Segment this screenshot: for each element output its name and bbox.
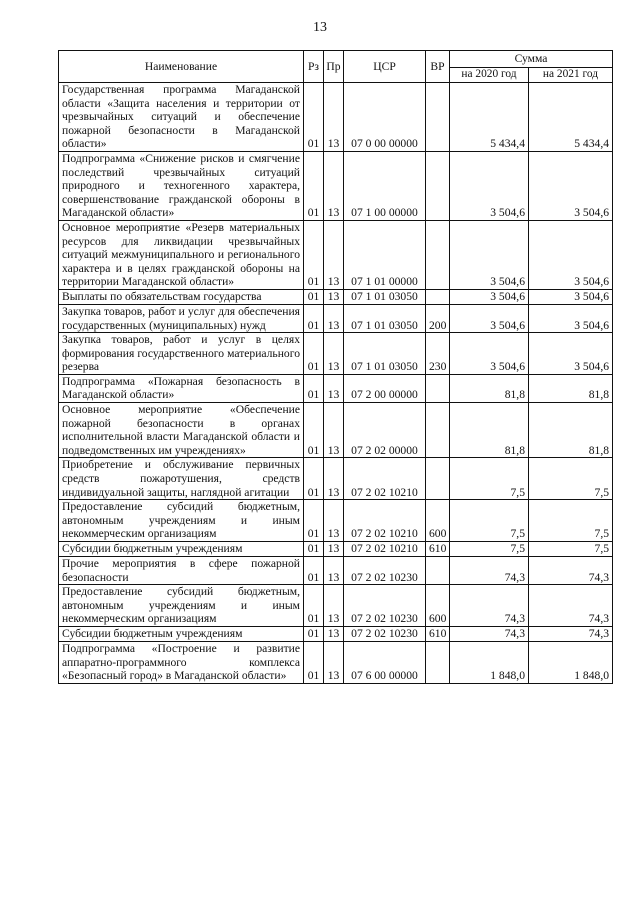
row-rz: 01 — [304, 585, 324, 627]
row-name: Подпрограмма «Снижение рисков и смягчение последствий чрезвычайных ситуаций природного и техногенного характера, совершенствование гражданской обороны в Магаданской области» — [59, 151, 304, 220]
row-csr: 07 1 01 03050 — [344, 333, 426, 375]
table-body — [59, 83, 613, 684]
row-pr: 13 — [324, 542, 344, 557]
row-sum-2021: 3 504,6 — [529, 333, 613, 375]
header-rz: Рз — [304, 51, 324, 83]
row-sum-2020: 7,5 — [450, 458, 529, 500]
row-sum-2021: 81,8 — [529, 374, 613, 402]
table-row — [59, 304, 613, 332]
row-vr — [426, 641, 450, 683]
row-rz: 01 — [304, 403, 324, 458]
table-row — [59, 289, 613, 304]
row-sum-2020: 3 504,6 — [450, 289, 529, 304]
row-csr: 07 2 00 00000 — [344, 374, 426, 402]
row-sum-2020: 74,3 — [450, 557, 529, 585]
row-sum-2021: 5 434,4 — [529, 83, 613, 152]
table-row — [59, 641, 613, 683]
row-sum-2021: 3 504,6 — [529, 220, 613, 289]
row-pr: 13 — [324, 458, 344, 500]
row-vr — [426, 83, 450, 152]
row-sum-2020: 7,5 — [450, 542, 529, 557]
row-rz: 01 — [304, 557, 324, 585]
row-name: Предоставление субсидий бюджетным, автономным учреждениям и иным некоммерческим организациям — [59, 585, 304, 627]
row-name: Подпрограмма «Пожарная безопасность в Магаданской области» — [59, 374, 304, 402]
row-vr: 610 — [426, 626, 450, 641]
row-csr: 07 2 02 10230 — [344, 585, 426, 627]
row-name: Субсидии бюджетным учреждениям — [59, 626, 304, 641]
table-row — [59, 557, 613, 585]
header-year-2021: на 2021 год — [529, 68, 613, 83]
row-sum-2021: 3 504,6 — [529, 289, 613, 304]
row-vr: 600 — [426, 500, 450, 542]
row-sum-2020: 3 504,6 — [450, 304, 529, 332]
header-pr: Пр — [324, 51, 344, 83]
row-rz: 01 — [304, 83, 324, 152]
row-csr: 07 2 02 10210 — [344, 542, 426, 557]
table-row — [59, 333, 613, 375]
row-pr: 13 — [324, 151, 344, 220]
row-sum-2020: 1 848,0 — [450, 641, 529, 683]
row-sum-2020: 3 504,6 — [450, 333, 529, 375]
row-rz: 01 — [304, 626, 324, 641]
row-rz: 01 — [304, 289, 324, 304]
row-pr: 13 — [324, 220, 344, 289]
row-vr — [426, 374, 450, 402]
row-vr — [426, 289, 450, 304]
table-row — [59, 151, 613, 220]
header-sum: Сумма — [450, 51, 613, 68]
row-rz: 01 — [304, 220, 324, 289]
row-name: Основное мероприятие «Резерв материальных ресурсов для ликвидации чрезвычайных ситуаций межмуниципального и регионального характера и в целях гражданской обороны на территории Магаданской области» — [59, 220, 304, 289]
table-row — [59, 403, 613, 458]
row-rz: 01 — [304, 374, 324, 402]
row-pr: 13 — [324, 289, 344, 304]
row-sum-2021: 3 504,6 — [529, 151, 613, 220]
row-rz: 01 — [304, 333, 324, 375]
row-csr: 07 6 00 00000 — [344, 641, 426, 683]
row-sum-2020: 3 504,6 — [450, 220, 529, 289]
row-vr: 200 — [426, 304, 450, 332]
table-row — [59, 626, 613, 641]
row-rz: 01 — [304, 151, 324, 220]
row-sum-2020: 81,8 — [450, 374, 529, 402]
row-sum-2021: 7,5 — [529, 500, 613, 542]
row-vr: 230 — [426, 333, 450, 375]
row-name: Прочие мероприятия в сфере пожарной безопасности — [59, 557, 304, 585]
header-name: Наименование — [59, 51, 304, 83]
row-sum-2021: 74,3 — [529, 557, 613, 585]
row-csr: 07 1 00 00000 — [344, 151, 426, 220]
row-sum-2020: 74,3 — [450, 626, 529, 641]
page-number: 13 — [313, 20, 327, 35]
row-pr: 13 — [324, 641, 344, 683]
row-rz: 01 — [304, 458, 324, 500]
row-pr: 13 — [324, 626, 344, 641]
row-sum-2020: 74,3 — [450, 585, 529, 627]
row-pr: 13 — [324, 403, 344, 458]
row-rz: 01 — [304, 304, 324, 332]
row-name: Предоставление субсидий бюджетным, автономным учреждениям и иным некоммерческим организациям — [59, 500, 304, 542]
row-vr — [426, 557, 450, 585]
row-csr: 07 1 01 03050 — [344, 304, 426, 332]
row-rz: 01 — [304, 542, 324, 557]
row-sum-2021: 3 504,6 — [529, 304, 613, 332]
row-csr: 07 0 00 00000 — [344, 83, 426, 152]
row-vr — [426, 403, 450, 458]
table-header — [59, 51, 613, 83]
row-sum-2021: 7,5 — [529, 458, 613, 500]
table-row — [59, 374, 613, 402]
row-pr: 13 — [324, 585, 344, 627]
row-csr: 07 2 02 10230 — [344, 557, 426, 585]
budget-table — [58, 50, 613, 684]
row-name: Государственная программа Магаданской области «Защита населения и территории от чрезвычайных ситуаций и обеспечение пожарной безопасности в Магаданской области» — [59, 83, 304, 152]
table-row — [59, 458, 613, 500]
table-row — [59, 542, 613, 557]
row-vr — [426, 220, 450, 289]
table-row — [59, 220, 613, 289]
row-name: Субсидии бюджетным учреждениям — [59, 542, 304, 557]
row-sum-2020: 81,8 — [450, 403, 529, 458]
row-name: Выплаты по обязательствам государства — [59, 289, 304, 304]
row-sum-2020: 7,5 — [450, 500, 529, 542]
row-sum-2021: 81,8 — [529, 403, 613, 458]
row-sum-2021: 7,5 — [529, 542, 613, 557]
row-sum-2021: 1 848,0 — [529, 641, 613, 683]
row-rz: 01 — [304, 500, 324, 542]
row-name: Закупка товаров, работ и услуг в целях формирования государственного материального резерва — [59, 333, 304, 375]
row-pr: 13 — [324, 374, 344, 402]
row-vr: 600 — [426, 585, 450, 627]
header-vr: ВР — [426, 51, 450, 83]
row-vr: 610 — [426, 542, 450, 557]
row-sum-2020: 5 434,4 — [450, 83, 529, 152]
table-row — [59, 500, 613, 542]
row-csr: 07 2 02 10210 — [344, 458, 426, 500]
row-name: Основное мероприятие «Обеспечение пожарной безопасности в органах исполнительной власти Магаданской области и подведомственных им учреждениях» — [59, 403, 304, 458]
table-row — [59, 83, 613, 152]
row-pr: 13 — [324, 333, 344, 375]
row-csr: 07 1 01 00000 — [344, 220, 426, 289]
row-pr: 13 — [324, 83, 344, 152]
row-name: Приобретение и обслуживание первичных средств пожаротушения, средств индивидуальной защиты, наглядной агитации — [59, 458, 304, 500]
table-row — [59, 585, 613, 627]
row-pr: 13 — [324, 304, 344, 332]
row-csr: 07 2 02 10230 — [344, 626, 426, 641]
row-sum-2021: 74,3 — [529, 626, 613, 641]
row-vr — [426, 151, 450, 220]
row-csr: 07 2 02 10210 — [344, 500, 426, 542]
row-csr: 07 2 02 00000 — [344, 403, 426, 458]
header-csr: ЦСР — [344, 51, 426, 83]
row-pr: 13 — [324, 500, 344, 542]
row-vr — [426, 458, 450, 500]
row-rz: 01 — [304, 641, 324, 683]
row-sum-2020: 3 504,6 — [450, 151, 529, 220]
row-name: Подпрограмма «Построение и развитие аппаратно-программного комплекса «Безопасный город» в Магаданской области» — [59, 641, 304, 683]
header-year-2020: на 2020 год — [450, 68, 529, 83]
row-name: Закупка товаров, работ и услуг для обеспечения государственных (муниципальных) нужд — [59, 304, 304, 332]
row-sum-2021: 74,3 — [529, 585, 613, 627]
row-csr: 07 1 01 03050 — [344, 289, 426, 304]
row-pr: 13 — [324, 557, 344, 585]
